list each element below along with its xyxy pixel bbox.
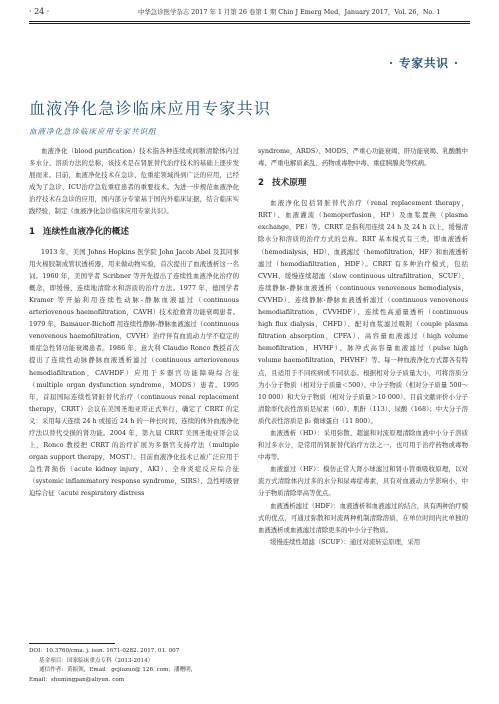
section-title: 技术原理 <box>272 178 307 189</box>
funding-line: 基金项目：国家临床重点专科（2013-2014） <box>39 657 154 664</box>
section-heading-2 <box>258 177 468 189</box>
left-column <box>29 145 239 500</box>
doi-line: DOI：10.3760/cma. j. issn. 1671-0282. 2017. 01. 007 <box>29 648 180 654</box>
correspondence-line: 通信作者：黄振领，Email：gcjiuzuo@ 126. com；潘曙明， <box>39 667 197 674</box>
journal-running-header: 中华急诊医学杂志 2017 年 1 月第 26 卷第 1 期 Chin J Emerg Med，January 2017，Vol. 26，No. 1 <box>138 8 441 16</box>
page-number: · 24 · <box>29 7 50 16</box>
header-rule-top <box>29 21 470 22</box>
body-paragraph: 缓慢连续性超滤（SCUF）：通过对流转运原理，采用 <box>270 537 421 546</box>
article-title: 血液净化急诊临床应用专家共识 <box>29 99 272 118</box>
continued-paragraph: syndrome，ARDS）、MODS、严重心功能衰竭、肝功能衰竭、乳酸酸中毒、严重电解质紊乱、药物或毒物中毒、重症胰腺炎等疾病。 <box>258 147 468 168</box>
section-number: 1 <box>29 226 35 237</box>
section-number: 2 <box>258 178 264 189</box>
footnote-rule <box>29 643 115 644</box>
correspondence-email-line: Email：shumingpan@aliyun. com <box>29 676 124 683</box>
intro-paragraph: 血液净化（blood purification）技术指各种连续或间断清除体内过多水分、溶质方法的总称，该技术是在肾脏替代治疗技术的基础上逐步发展而来。目前，血液净化技术在急诊、危重症领域得到广泛的应用，已经成为了急诊、ICU治疗急危重症患者的重要技术。为进一步规范血液净化治疗技术在急诊的应用，国内部分专家基于国内外临床证据，结合临床实践经验，制定《血液净化急诊临床应用专家共识》。 <box>29 147 239 216</box>
right-column <box>258 145 468 548</box>
section-title: 连续性血液净化的概述 <box>43 226 129 237</box>
author-group: 血液净化急诊临床应用专家共识组 <box>29 127 157 136</box>
section-heading-1 <box>29 226 239 238</box>
body-paragraph: 血液滤过（HF）：模仿正常人肾小球滤过和肾小管重吸收原理，以对流方式清除体内过多的水分和尿毒症毒素，具有对血液动力学影响小，中分子物质清除率高等优点。 <box>258 465 468 498</box>
body-paragraph: 1913 年，美国 Johns Hopkins 医学院 John Jacob Abel 及其同事用火棉胶制成管状透析器，用来做动物实验，首次提出了血液透析这一名词。1960 年，美国学者 Scribner 等开先提出了连续性血液净化治疗的概念，即缓慢、连续地清除水和溶质的治疗方法。1977 年，德国学者 Kramer 等开始利用连续性动脉-静脉血液滤过（continuous arteriovenous haemofiltration，CAVH）技术抢救肾功能衰竭患者。1979 年，Bamauer-Bichoff 用连续性静脉-静脉血液滤过（continuous venovenous haemofiltration，CVVH）治疗伴有血流动力学不稳定的重症急性肾功能衰竭患者。1986 年，意大利 Claudio Ronco 教授首次提出了连续性动脉静脉血液透析滤过（continuous arteriovenous hemodiafiltration，CAVHDF）应用于多器官功能障碍综合征（multiple organ dysfunction syndrome，MODS）患者。1995 年，首届国际连续性肾脏替代治疗（continuous renal replacement therapy，CRRT）会议在美国圣地亚哥正式举行，确定了 CRRT 的定义：采用每天连续 24 h 或接近 24 h 的一种长时间、连续的体外血液净化疗法以替代受损的肾功能。2004 年，第九届 CRRT 美国圣地亚哥会议上，Ronco 教授把 CRRT 的治疗扩展为多器官支持疗法（multiple organ support therapy，MOST）。目前血液净化技术已被广泛应用于急性肾损伤（acute kidney injury，AKI）、全身炎症反应综合征（systemic inflammatory response syndrome，SIRS）、急性呼吸窘迫综合征（acute respiratory distress <box>29 247 239 498</box>
section-tag: · 专家共识 · <box>388 56 459 70</box>
body-paragraph: 血液透析滤过（HDF）：血液透析和血液滤过的结合，具有两种治疗模式的优点，可通过弥散和对流两种机制清除溶质，在单位时间内比单独的血液透析或血液滤过清除更多的中小分子物质。 <box>258 501 468 534</box>
body-paragraph: 血液透析（HD）：采用弥散、超滤和对流原理清除血液中小分子溶质和过多水分，是常用的肾脏替代治疗方法之一，也可用于治疗药物或毒物中毒等。 <box>258 428 468 462</box>
footnotes <box>29 647 239 685</box>
body-paragraph: 血液净化包括肾脏替代治疗（renal replacement therapy，RRT）、血液灌流（hemoperfusion，HP）及血浆置换（plasma exchange，PE）等。CRRT 是指利用连续 24 h 及 24 h 以上，缓慢清除水分和溶质的治疗方式的总称。RRT 基本模式有三类，即血液透析（hemodialysis，HD）、血液滤过（hemofiltration，HF）和血液透析滤过（hemodiafiltration，HDF）。CRRT 有多种治疗模式，包括CVVH、缓慢连续超滤（slow continuous ultrafiltration，SCUF）、连续静脉-静脉血液透析（continuous venovenous hemodialysis，CVVHD）、连续静脉-静脉血液透析滤过（continuous venovenous hemodiafiltration，CVVHDF）、连续性高通量透析（continuous high flux dialysis，CHFD）、配对血浆滤过吸附（couple plasma filtration absorption，CPFA）、高容量血液滤过（high volume hemofiltration，HVHF）、脉冲式高容量血液滤过（pulse high volume haemofiltration，PHVHF）等。每一种血液净化方式都各有特点，且适用于不同疾病或不同状态。根据相对分子质量大小，可将溶质分为小分子物质（相对分子质量＜500）、中分子物质（相对分子质量 500～10 000）和大分子物质（相对分子质量＞10 000）。目前文献评价小分子清除率代表性溶质是尿素（60）、肌酐（113）、尿酸（168）；中大分子溶质代表性溶质是 β₂ 微球蛋白（11 800）。 <box>258 199 468 425</box>
header-rule-bottom <box>29 23 470 24</box>
